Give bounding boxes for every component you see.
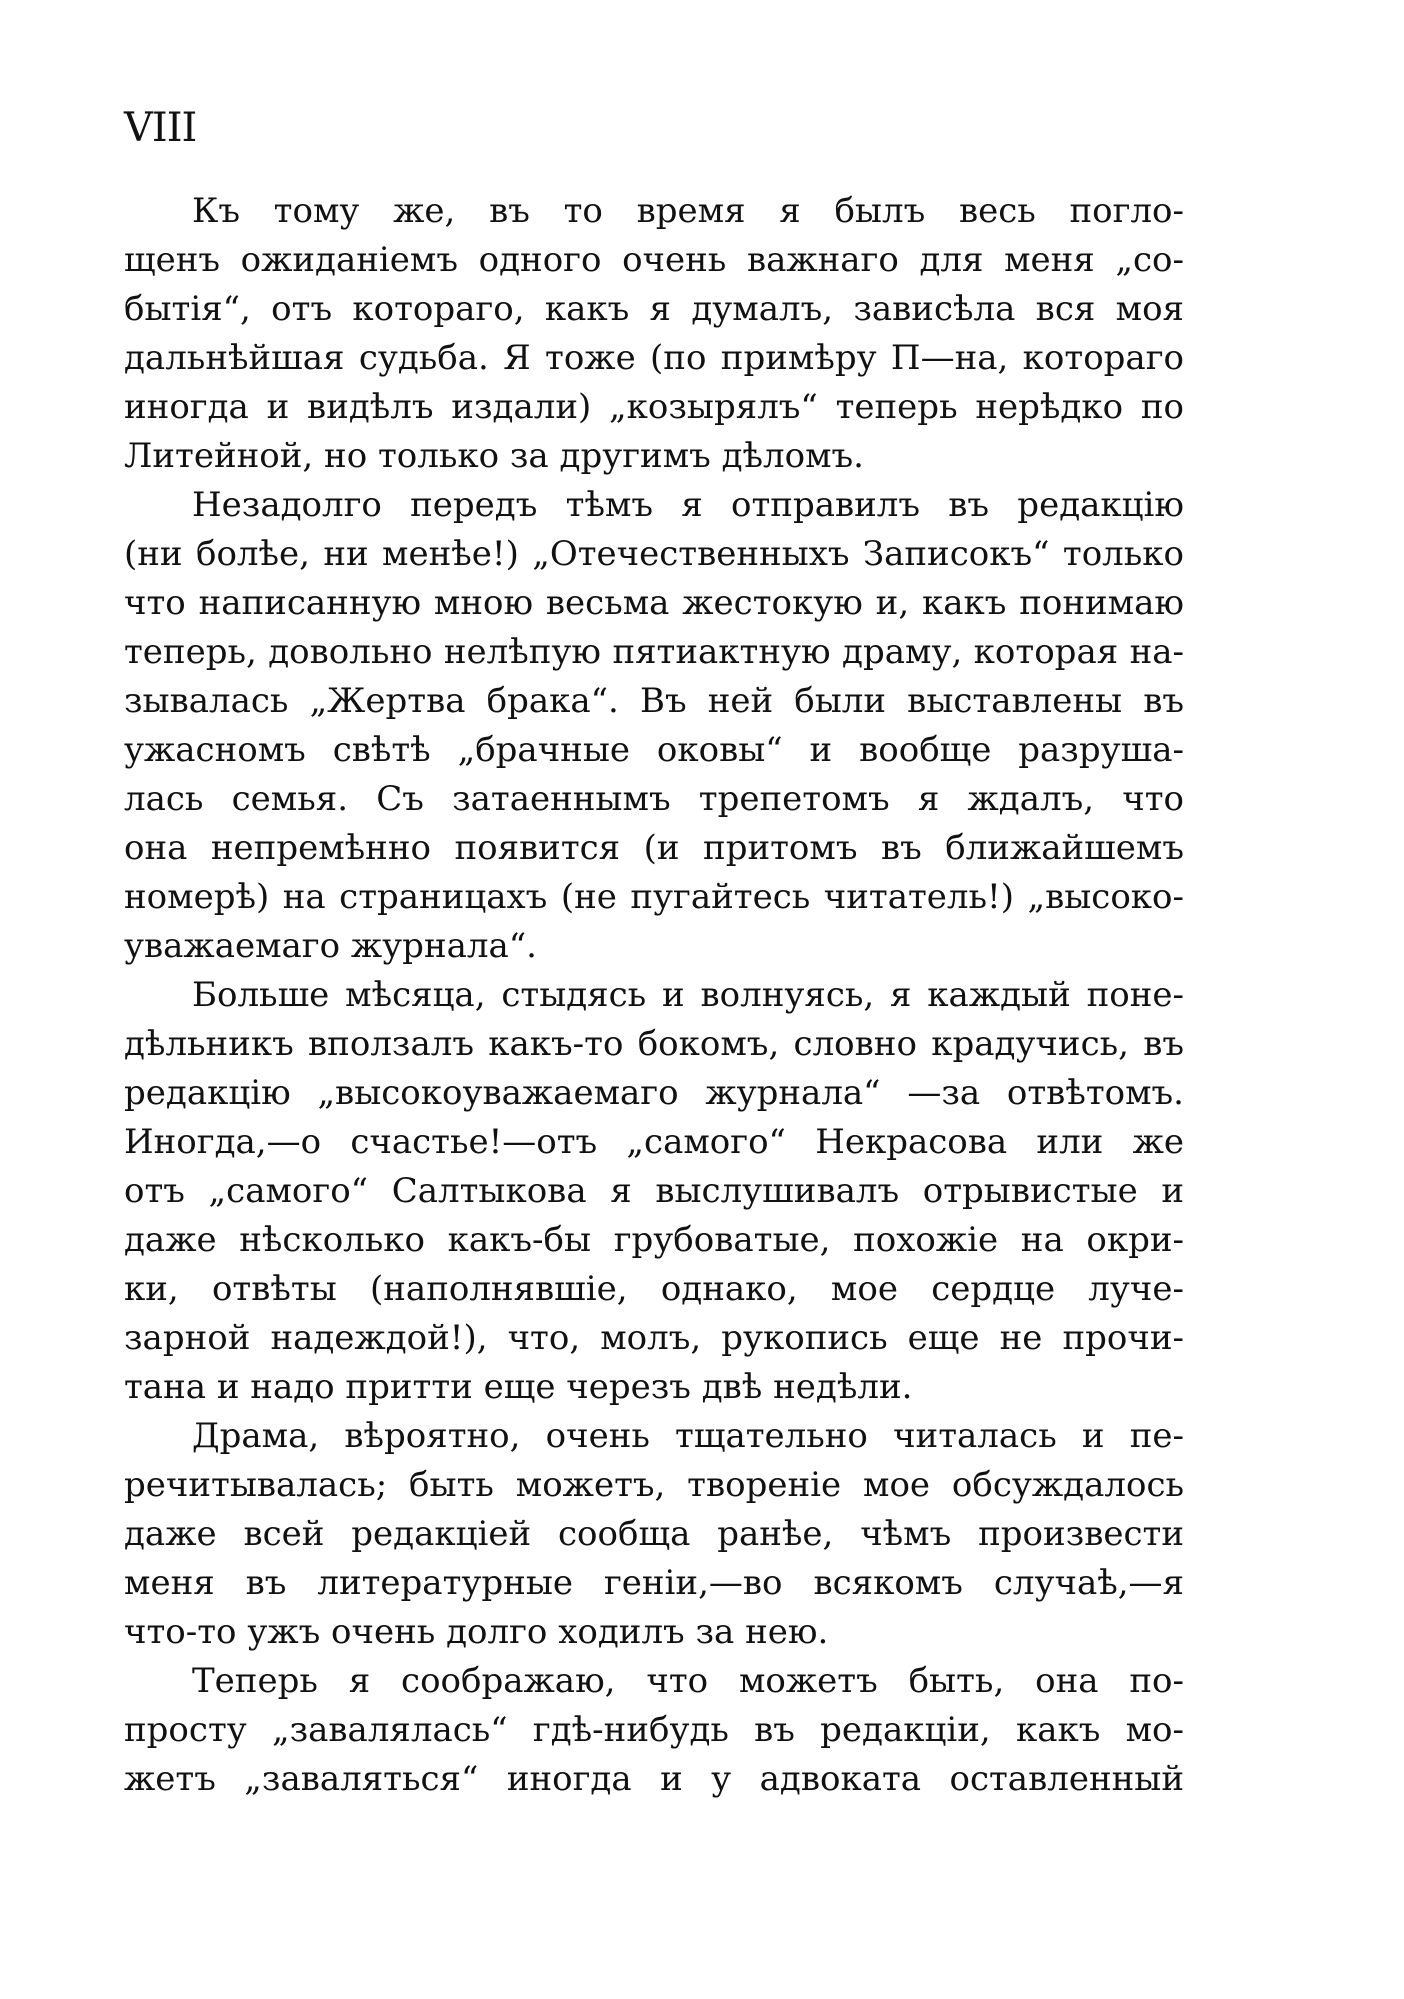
text-line: уважаемаго журнала“. xyxy=(124,926,537,966)
text-line: отъ „самого“ Салтыкова я выслушивалъ отрывистые и xyxy=(124,1171,1184,1211)
text-line: Драма, вѣроятно, очень тщательно читалась и пе- xyxy=(192,1416,1184,1456)
text-line: даже нѣсколько какъ-бы грубоватые, похожіе на окри- xyxy=(124,1220,1184,1260)
text-line: даже всей редакціей сообща ранѣе, чѣмъ произвести xyxy=(124,1514,1184,1554)
text-line: Больше мѣсяца, стыдясь и волнуясь, я каждый поне- xyxy=(192,975,1184,1015)
text-line: Незадолго передъ тѣмъ я отправилъ въ редакцію xyxy=(192,485,1184,525)
text-line: она непремѣнно появится (и притомъ въ ближайшемъ xyxy=(124,828,1184,868)
text-line: Иногда,—о счастье!—отъ „самого“ Некрасова или же xyxy=(124,1122,1184,1162)
text-line: просту „завалялась“ гдѣ-нибудь въ редакціи, какъ мо- xyxy=(124,1710,1184,1750)
text-line: что написанную мною весьма жестокую и, какъ понимаю xyxy=(124,583,1184,623)
text-line: щенъ ожиданіемъ одного очень важнаго для меня „со- xyxy=(124,240,1184,280)
text-line: зывалась „Жертва брака“. Въ ней были выставлены въ xyxy=(124,681,1184,721)
text-line: тана и надо притти еще черезъ двѣ недѣли. xyxy=(124,1367,913,1407)
text-line: меня въ литературные геніи,—во всякомъ случаѣ,—я xyxy=(124,1563,1184,1603)
text-line: теперь, довольно нелѣпую пятиактную драму, которая на- xyxy=(124,632,1184,672)
text-line: лась семья. Съ затаеннымъ трепетомъ я ждалъ, что xyxy=(124,779,1184,819)
text-line: Къ тому же, въ то время я былъ весь погло- xyxy=(192,191,1184,231)
text-line: номерѣ) на страницахъ (не пугайтесь читатель!) „высоко- xyxy=(124,877,1184,917)
text-line: жетъ „заваляться“ иногда и у адвоката оставленный xyxy=(124,1759,1184,1799)
text-line: дальнѣйшая судьба. Я тоже (по примѣру П—на, котораго xyxy=(124,338,1184,378)
text-line: Литейной, но только за другимъ дѣломъ. xyxy=(124,436,864,476)
text-line: бытія“, отъ котораго, какъ я думалъ, зависѣла вся моя xyxy=(124,289,1184,329)
text-line: зарной надеждой!), что, молъ, рукопись еще не прочи- xyxy=(124,1318,1184,1358)
text-line: Теперь я соображаю, что можетъ быть, она по- xyxy=(192,1661,1184,1701)
text-line: ужасномъ свѣтѣ „брачные оковы“ и вообще разруша- xyxy=(124,730,1184,770)
text-line: редакцію „высокоуважаемаго журнала“ —за отвѣтомъ. xyxy=(124,1073,1184,1113)
text-line: дѣльникъ вползалъ какъ-то бокомъ, словно крадучись, въ xyxy=(124,1024,1184,1064)
text-line: иногда и видѣлъ издали) „козырялъ“ теперь нерѣдко по xyxy=(124,387,1184,427)
body-text xyxy=(124,187,1184,1804)
text-line: что-то ужъ очень долго ходилъ за нею. xyxy=(124,1612,829,1652)
text-line: речитывалась; быть можетъ, твореніе мое обсуждалось xyxy=(124,1465,1184,1505)
text-line: ки, отвѣты (наполнявшіе, однако, мое сердце луче- xyxy=(124,1269,1184,1309)
text-line: (ни болѣе, ни менѣе!) „Отечественныхъ Записокъ“ только xyxy=(124,534,1184,574)
page-number: VIII xyxy=(124,105,197,151)
